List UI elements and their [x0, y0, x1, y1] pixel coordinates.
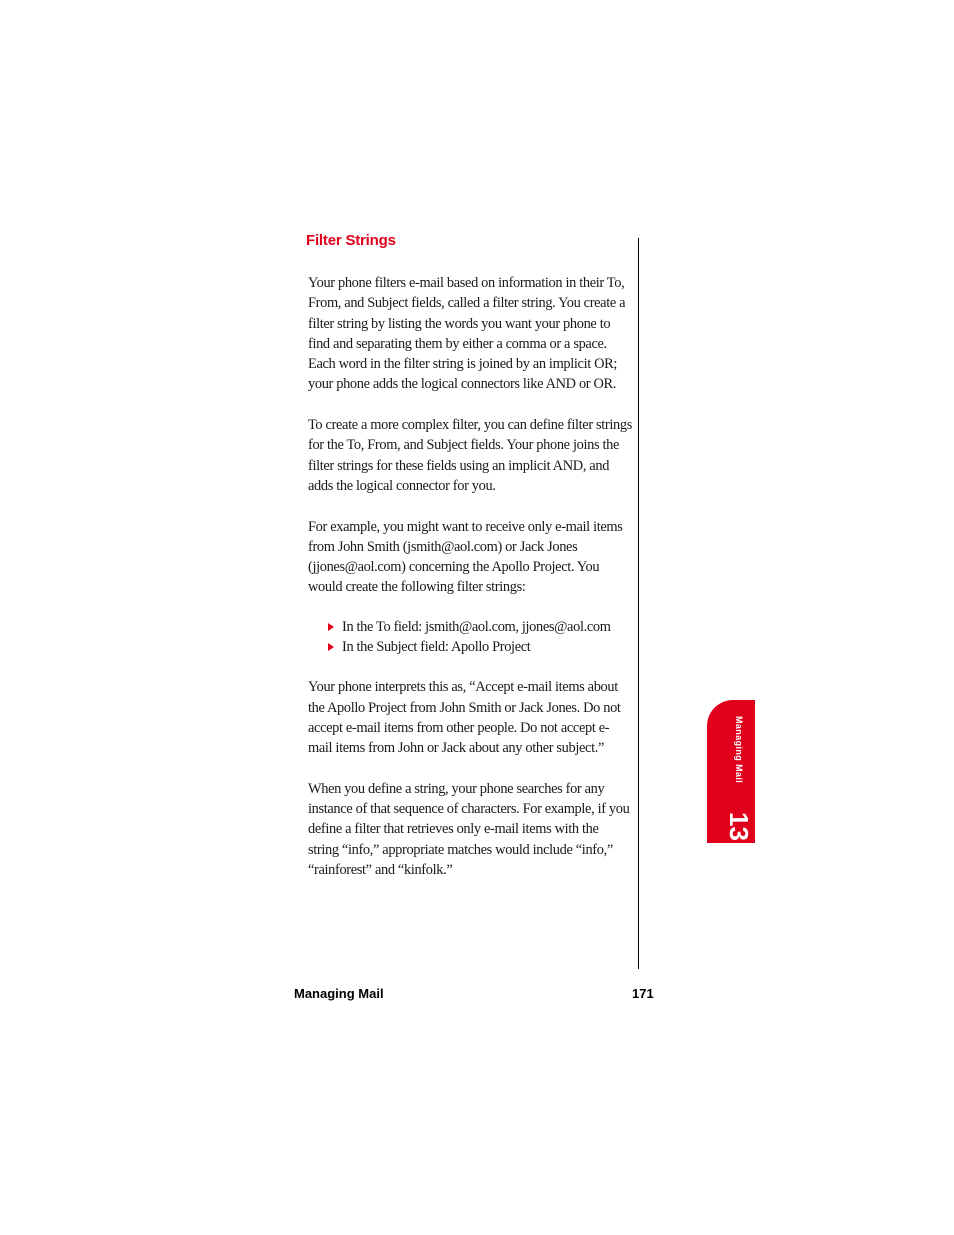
bullet-arrow-icon [328, 643, 334, 651]
chapter-tab-label: Managing Mail [734, 716, 744, 784]
vertical-divider [638, 238, 639, 969]
page-number: 171 [632, 986, 654, 1001]
list-item [328, 638, 632, 658]
paragraph-filter-intro: Your phone filters e-mail based on information in their To, From, and Subject fields, called a filter string. You create a filter string by listing the words you want your phone to find and separating them by either a comma or a space. Each word in the filter string is joined by an implicit OR; your phone adds the logical connectors like AND or OR. [308, 275, 626, 393]
list-item [328, 618, 632, 638]
bullet-text: In the To field: jsmith@aol.com, jjones@aol.com [342, 619, 611, 636]
footer-title: Managing Mail [294, 986, 384, 1001]
bullet-list [308, 618, 632, 657]
bullet-text: In the Subject field: Apollo Project [342, 638, 531, 655]
paragraph-complex-filter: To create a more complex filter, you can define filter strings for the To, From, and Subject fields. Your phone joins the filter strings for these fields using an implicit AND, and adds the logical connector for you. [308, 417, 632, 494]
body-text [308, 273, 632, 901]
chapter-number: 13 [724, 812, 754, 841]
paragraph-string-matching: When you define a string, your phone searches for any instance of that sequence of characters. For example, if you define a filter that retrieves only e-mail items with the string “info,” appropriate matches would include “info,” “rainforest” and “kinfolk.” [308, 780, 630, 879]
paragraph-example: For example, you might want to receive only e-mail items from John Smith (jsmith@aol.com) or Jack Jones (jjones@aol.com) concerning the Apollo Project. You would create the following filter strings: [308, 518, 623, 596]
paragraph-interpretation: Your phone interprets this as, “Accept e-mail items about the Apollo Project from John Smith or Jack Jones. Do not accept e-mail items from other people. Do not accept e-mail items from John or Jack about any other subject.” [308, 679, 621, 757]
section-heading: Filter Strings [306, 232, 396, 249]
bullet-arrow-icon [328, 623, 334, 631]
